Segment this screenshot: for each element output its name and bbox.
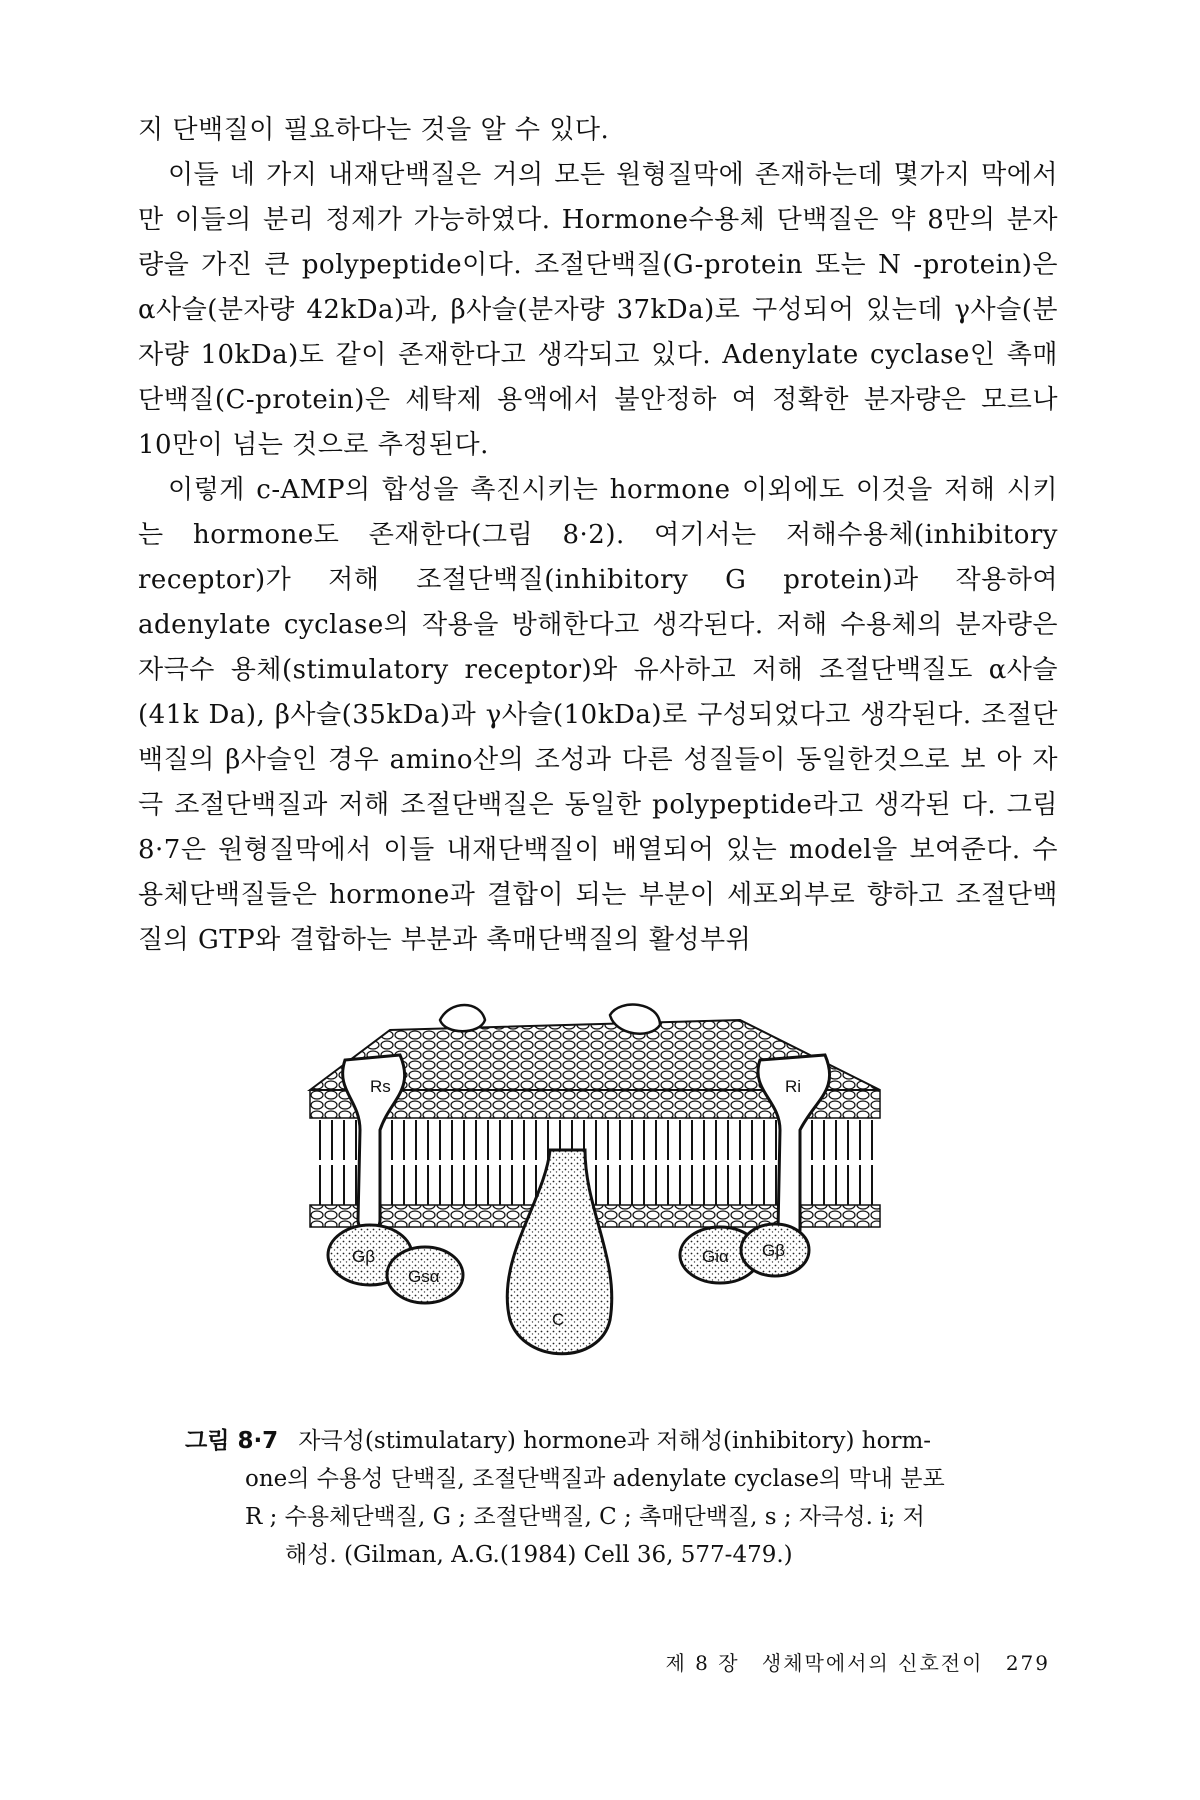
text-line: 여 정확한 분자량은 모르나 10만이 넘는 것으로 추정된다. bbox=[138, 385, 1059, 460]
label-rs: Rs bbox=[370, 1077, 391, 1096]
caption-line: one의 수용성 단백질, 조절단백질과 adenylate cyclase의 막내 분포 bbox=[245, 1466, 945, 1492]
text-line: 백질의 β사슬인 경우 amino산의 조성과 다른 성질들이 동일한것으로 보 bbox=[138, 745, 986, 775]
text-line: 보여준다. 수용체단백질들은 hormone과 결합이 되는 부분이 세포외부로 bbox=[138, 835, 1058, 910]
text-line: 지 단백질이 필요하다는 것을 알 수 있다. bbox=[138, 115, 610, 145]
chapter-title: 생체막에서의 신호전이 bbox=[761, 1651, 984, 1675]
text-line: 막에서만 이들의 분리 정제가 가능하였다. Hormone수용체 단백질은 약 bbox=[138, 160, 1058, 235]
paragraph-1 bbox=[138, 108, 1058, 153]
caption-prefix: 그림 8·7 bbox=[185, 1428, 279, 1454]
label-g-i-alpha: Giα bbox=[702, 1247, 729, 1266]
text-line: 용체(stimulatory receptor)와 유사하고 저해 조절단백질도 α사슬(41k bbox=[138, 655, 1058, 730]
paragraph-2 bbox=[138, 153, 1058, 468]
caption-text: 자극성(stimulatary) hormone과 저해성(inhibitory) horm- bbox=[298, 1428, 932, 1454]
figure-caption bbox=[185, 1422, 1045, 1574]
label-g-beta: Gβ bbox=[352, 1247, 376, 1266]
membrane-diagram bbox=[240, 1000, 960, 1370]
surface-protein-blob bbox=[440, 1005, 485, 1031]
text-line: 아 자극 조절단백질과 저해 조절단백질은 동일한 polypeptide라고 생각된 bbox=[138, 745, 1058, 820]
text-line: Adenylate cyclase인 촉매단백질(C-protein)은 세탁제 용액에서 불안정하 bbox=[138, 340, 1058, 415]
label-g-s-alpha: Gsα bbox=[408, 1267, 440, 1286]
caption-line: R ; 수용체단백질, G ; 조절단백질, C ; 촉매단백질, s ; 자극성. i; 저 bbox=[245, 1504, 925, 1530]
label-g-beta-right: Gβ bbox=[762, 1241, 786, 1260]
chapter-label: 제 8 장 bbox=[665, 1651, 740, 1675]
label-ri: Ri bbox=[785, 1077, 802, 1096]
text-line: 8만의 분자량을 가진 큰 polypeptide이다. 조절단백질(G-protein 또는 N bbox=[138, 205, 1058, 280]
text-line: 시키는 hormone도 존재한다(그림 8·2). 여기서는 저해수용체(inhibitory bbox=[138, 475, 1059, 550]
text-line: 다. 그림 8·7은 원형질막에서 이들 내재단백질이 배열되어 있는 model을 bbox=[138, 790, 1058, 865]
text-line: Da), β사슬(35kDa)과 γ사슬(10kDa)로 구성되었다고 생각된다. 조절단 bbox=[208, 700, 1058, 730]
text-line: -protein)은 α사슬(분자량 42kDa)과, β사슬(분자량 37kDa)로 구성되어 bbox=[138, 250, 1058, 325]
text-line: 이렇게 c-AMP의 합성을 촉진시키는 hormone 이외에도 이것을 저해 bbox=[168, 475, 996, 505]
label-catalytic: C bbox=[552, 1310, 565, 1329]
paragraph-3 bbox=[138, 468, 1058, 963]
page-number: 279 bbox=[1005, 1651, 1050, 1675]
page-footer bbox=[630, 1647, 1050, 1676]
caption-line bbox=[185, 1422, 1045, 1460]
text-line: 있는데 γ사슬(분자량 10kDa)도 같이 존재한다고 생각되고 있다. bbox=[138, 295, 1059, 370]
text-line: 향하고 조절단백질의 GTP와 결합하는 부분과 촉매단백질의 활성부위 bbox=[138, 880, 1059, 955]
caption-line: 해성. (Gilman, A.G.(1984) Cell 36, 577-479.) bbox=[285, 1542, 793, 1568]
body-text bbox=[138, 108, 1058, 963]
text-line: 이들 네 가지 내재단백질은 거의 모든 원형질막에 존재하는데 몇가지 bbox=[168, 160, 971, 190]
text-line: receptor)가 저해 조절단백질(inhibitory G protein)과 작용하여 adenylate bbox=[138, 565, 1058, 640]
text-line: cyclase의 작용을 방해한다고 생각된다. 저해 수용체의 분자량은 자극수 bbox=[138, 610, 1058, 685]
membrane-figure bbox=[240, 1000, 960, 1370]
